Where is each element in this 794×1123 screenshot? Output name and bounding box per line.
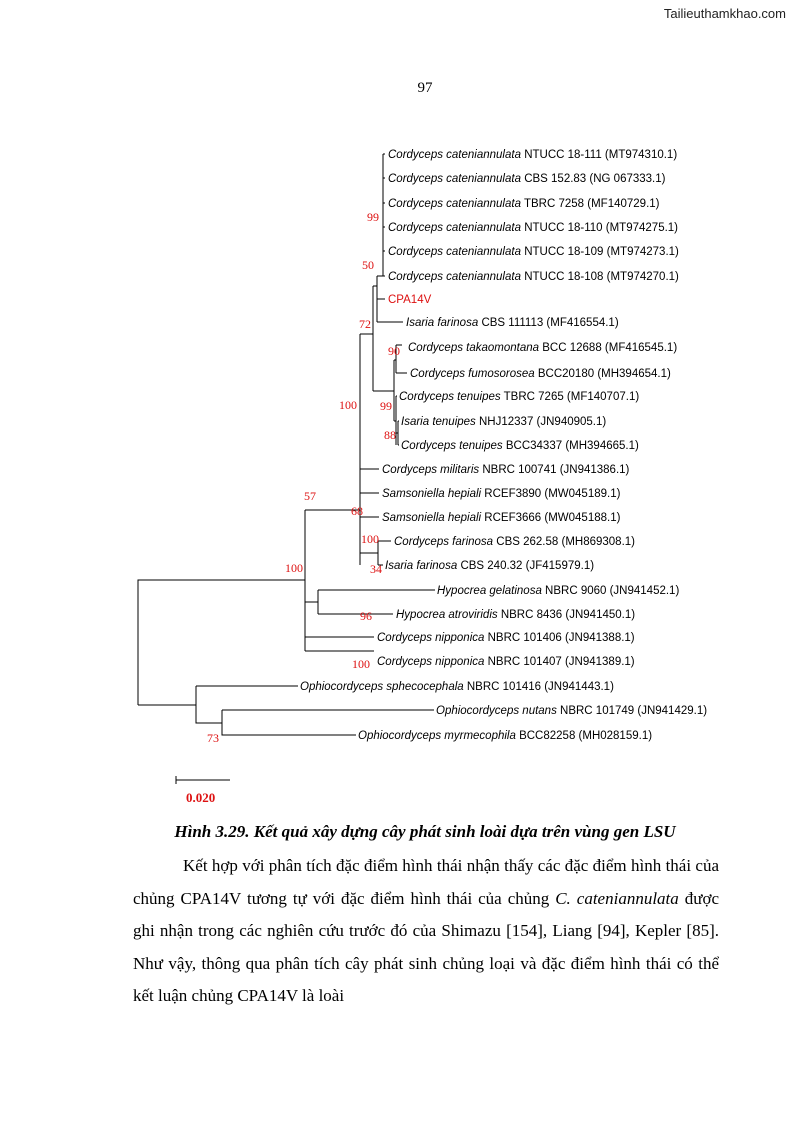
bootstrap-value: 100 xyxy=(361,532,379,546)
bootstrap-value: 100 xyxy=(285,561,303,575)
taxon-label: Cordyceps nipponica NBRC 101407 (JN941389.1) xyxy=(377,656,635,668)
bootstrap-value: 90 xyxy=(388,344,400,358)
bootstrap-value: 99 xyxy=(367,210,379,224)
taxon-label: Cordyceps nipponica NBRC 101406 (JN941388.1) xyxy=(377,632,635,644)
watermark: Tailieuthamkhao.com xyxy=(663,6,786,21)
taxon-label: Hypocrea atroviridis NBRC 8436 (JN941450.1) xyxy=(396,609,636,621)
bootstrap-value: 50 xyxy=(362,258,374,272)
bootstrap-value: 68 xyxy=(351,504,363,518)
bootstrap-value: 96 xyxy=(360,609,372,623)
taxon-label: Ophiocordyceps nutans NBRC 101749 (JN941429.1) xyxy=(436,705,708,717)
taxon-label: Cordyceps cateniannulata CBS 152.83 (NG 067333.1) xyxy=(388,173,666,185)
taxon-label: Cordyceps cateniannulata NTUCC 18-111 (MT974310.1) xyxy=(388,149,678,161)
taxon-label: Cordyceps takaomontana BCC 12688 (MF416545.1) xyxy=(408,342,678,354)
taxon-label: Hypocrea gelatinosa NBRC 9060 (JN941452.1) xyxy=(437,585,680,597)
taxon-label: Cordyceps cateniannulata NTUCC 18-109 (MT974273.1) xyxy=(388,246,679,258)
bootstrap-value: 99 xyxy=(380,399,392,413)
body-paragraph xyxy=(133,850,719,1013)
taxon-label: Cordyceps tenuipes TBRC 7265 (MF140707.1) xyxy=(399,391,640,403)
figure-caption: Hình 3.29. Kết quả xây dựng cây phát sinh loài dựa trên vùng gen LSU xyxy=(174,822,676,841)
taxon-label: Cordyceps militaris NBRC 100741 (JN941386.1) xyxy=(382,464,630,476)
bootstrap-value: 73 xyxy=(207,731,219,745)
taxon-label: Cordyceps tenuipes BCC34337 (MH394665.1) xyxy=(401,440,639,452)
body-text-2: được ghi nhận trong các nghiên cứu trước đó của Shimazu [154], Liang [94], Kepler [85]. Như vậy, thông qua phân tích cây phát sinh chủng loại và đặc điểm hình thái có thể kết luận chủng CPA14V là loài xyxy=(133,888,719,1006)
taxon-label: Cordyceps cateniannulata NTUCC 18-108 (MT974270.1) xyxy=(388,271,679,283)
taxon-label: Ophiocordyceps myrmecophila BCC82258 (MH028159.1) xyxy=(358,730,653,742)
taxon-label: Isaria tenuipes NHJ12337 (JN940905.1) xyxy=(401,416,607,428)
species-name: C. cateniannulata xyxy=(555,888,679,908)
taxon-label-cpa14v: CPA14V xyxy=(388,294,432,306)
taxon-label: Cordyceps fumosorosea BCC20180 (MH394654.1) xyxy=(410,368,671,380)
taxon-label: Cordyceps farinosa CBS 262.58 (MH869308.1) xyxy=(394,536,635,548)
page-number: 97 xyxy=(417,80,433,96)
taxon-label: Cordyceps cateniannulata TBRC 7258 (MF140729.1) xyxy=(388,198,660,210)
taxon-labels xyxy=(300,149,707,742)
taxon-label: Ophiocordyceps sphecocephala NBRC 101416 (JN941443.1) xyxy=(300,681,614,693)
scale-bar-label: 0.020 xyxy=(186,790,216,805)
bootstrap-values xyxy=(207,210,400,745)
bootstrap-value: 72 xyxy=(359,317,371,331)
taxon-label: Isaria farinosa CBS 111113 (MF416554.1) xyxy=(406,317,619,329)
taxon-label: Isaria farinosa CBS 240.32 (JF415979.1) xyxy=(385,560,595,572)
body-text-1: Kết hợp với phân tích đặc điểm hình thái nhận thấy các đặc điểm hình thái của chủng CPA14V tương tự với đặc điểm hình thái của chủng xyxy=(133,856,719,908)
taxon-label: Samsoniella hepiali RCEF3666 (MW045188.1) xyxy=(382,512,621,524)
bootstrap-value: 100 xyxy=(352,657,370,671)
taxon-label: Cordyceps cateniannulata NTUCC 18-110 (MT974275.1) xyxy=(388,222,679,234)
bootstrap-value: 34 xyxy=(370,562,382,576)
bootstrap-value: 57 xyxy=(304,489,316,503)
taxon-label: Samsoniella hepiali RCEF3890 (MW045189.1) xyxy=(382,488,621,500)
bootstrap-value: 88 xyxy=(384,428,396,442)
bootstrap-value: 100 xyxy=(339,398,357,412)
